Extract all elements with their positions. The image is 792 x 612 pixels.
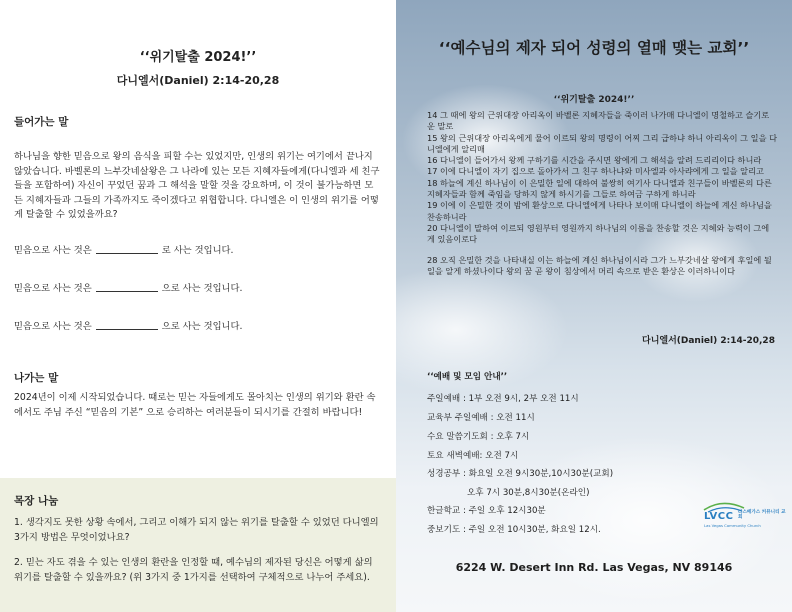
verse-28: 28 오직 은밀한 것을 나타내실 이는 하늘에 계신 하나님이시라 그가 느부갓네살 왕에게 후일에 될 일을 알게 하셨나이다 왕의 꿈 곧 왕이 침상에서 머리 속으로 받은 환상은 이러하니이다 — [427, 254, 772, 276]
fill-in-prefix: 믿음으로 사는 것은 — [14, 245, 92, 256]
outro-text: 2024년이 이제 시작되었습니다. 때로는 믿는 자들에게도 몰아치는 인생의 위기와 환란 속에서도 주님 주신 “믿음의 기본” 으로 승리하는 여러분들이 되시기를 간절히 바랍니다! — [14, 392, 376, 418]
outro-heading: 나가는 말 — [14, 372, 59, 384]
fill-in-suffix: 으로 사는 것입니다. — [161, 321, 243, 332]
church-address: 6224 W. Desert Inn Rd. Las Vegas, NV 89146 — [455, 561, 733, 574]
intro-heading: 들어가는 말 — [14, 116, 69, 128]
fill-in-line-3 — [14, 318, 242, 332]
service-korean-school: 한글학교 : 주일 오후 12시30분 — [427, 506, 546, 516]
intro-text: 하나님을 향한 믿음으로 왕의 음식을 피할 수는 있었지만, 인생의 위기는 여기에서 끝나지 않았습니다. 바벨론의 느부갓네살왕은 그 나라에 있는 모든 지혜자들에게(다니엘과 세 친구들을 포함하여) 자신이 꾸었던 꿈과 그 해석을 말할 것을 강요하며, 이 것이 불가능하면 모든 지혜자들과 그들의 가족까지도 죽이겠다고 위협합니다. 다니엘은 이 인생의 위기를 어떻게 탈출할 수 있었을까요? — [14, 151, 380, 220]
verse-17: 17 이에 다니엘이 자기 집으로 돌아가서 그 친구 하나냐와 미사엘과 아사랴에게 그 일을 알리고 — [427, 166, 764, 177]
verse-20: 20 다니엘이 말하여 이르되 영원부터 영원까지 하나님의 이름을 찬송할 것은 지혜와 능력이 그에게 있음이로다 — [427, 222, 770, 245]
service-youth: 교육부 주일예배 : 오전 11시 — [427, 413, 535, 423]
sermon-title: ‘‘위기탈출 2024!’’ — [139, 50, 257, 65]
sharing-section — [0, 478, 396, 612]
service-saturday: 토요 새벽예배: 오전 7시 — [427, 451, 519, 461]
blank-line — [96, 329, 158, 330]
verse-spacer — [427, 246, 777, 255]
sermon-title-right: ‘‘위기탈출 2024!’’ — [553, 95, 635, 105]
church-logo — [700, 500, 786, 530]
scripture-citation: 다니엘서(Daniel) 2:14-20,28 — [642, 336, 775, 346]
scripture-passage — [427, 110, 777, 277]
service-sunday: 주일예배 : 1부 오전 9시, 2부 오전 11시 — [427, 394, 579, 404]
fill-in-suffix: 으로 사는 것입니다. — [161, 283, 243, 294]
fill-in-line-2 — [14, 280, 242, 294]
logo-name-en: Las Vegas Community Church — [704, 523, 761, 528]
scripture-reference: 다니엘서(Daniel) 2:14-20,28 — [116, 74, 280, 87]
sharing-heading: 목장 나눔 — [14, 495, 59, 507]
fill-in-line-1 — [14, 242, 234, 256]
right-page — [396, 0, 792, 612]
blank-line — [96, 291, 158, 292]
church-motto: ‘‘예수님의 제자 되어 성령의 열매 맺는 교회’’ — [438, 39, 750, 57]
verse-18: 18 하늘에 계신 하나님이 이 은밀한 일에 대하여 불쌍히 여기사 다니엘과 친구들이 바벨론의 다른 지혜자들과 함께 죽임을 당하지 않게 하시기를 그들로 하여금 구하게 하니라 — [427, 177, 772, 200]
service-heading: ‘‘예배 및 모임 안내’’ — [427, 372, 508, 382]
fill-in-prefix: 믿음으로 사는 것은 — [14, 283, 92, 294]
verse-15: 15 왕의 근위대장 아리옥에게 물어 이르되 왕의 명령이 어찌 그리 급하냐 하니 아리옥이 그 일을 다니엘에게 알리매 — [427, 132, 778, 154]
blank-line — [96, 253, 158, 254]
verse-14: 14 그 때에 왕의 근위대장 아리옥이 바벨론 지혜자들을 죽이러 나가매 다니엘이 명철하고 슬기로운 말로 — [427, 110, 770, 132]
service-bible-study-evening: 오후 7시 30분,8시30분(온라인) — [467, 488, 590, 498]
logo-name-ko: 라스베가스 커뮤니티 교회 — [738, 510, 786, 520]
logo-mark: LVCC — [704, 511, 734, 522]
service-intercession: 중보기도 : 주일 오전 10시30분, 화요일 12시. — [427, 525, 601, 535]
sharing-question-1: 1. 생각지도 못한 상황 속에서, 그리고 이해가 되지 않는 위기를 탈출할 수 있었던 다니엘의 3가지 방법은 무엇이었나요? — [14, 517, 379, 543]
fill-in-suffix: 로 사는 것입니다. — [161, 245, 234, 256]
verse-19: 19 이에 이 은밀한 것이 밤에 환상으로 다니엘에게 나타나 보이매 다니엘이 하늘에 계신 하나님을 찬송하니라 — [427, 200, 772, 222]
service-wednesday: 수요 말씀기도회 : 오후 7시 — [427, 432, 530, 442]
verse-16: 16 다니엘이 들어가서 왕께 구하기를 시간을 주시면 왕에게 그 해석을 알려 드리리이다 하니라 — [427, 155, 762, 166]
service-bible-study: 성경공부 : 화요일 오전 9시30분,10시30분(교회) — [427, 469, 614, 479]
sharing-question-2: 2. 믿는 자도 겪을 수 있는 인생의 환란을 인정할 때, 예수님의 제자된 당신은 어떻게 삶의 위기를 탈출할 수 있을까요? (위 3가지 중 1가지를 선택하여 구체적으로 나누어 주세요). — [14, 557, 373, 583]
fill-in-prefix: 믿음으로 사는 것은 — [14, 321, 92, 332]
